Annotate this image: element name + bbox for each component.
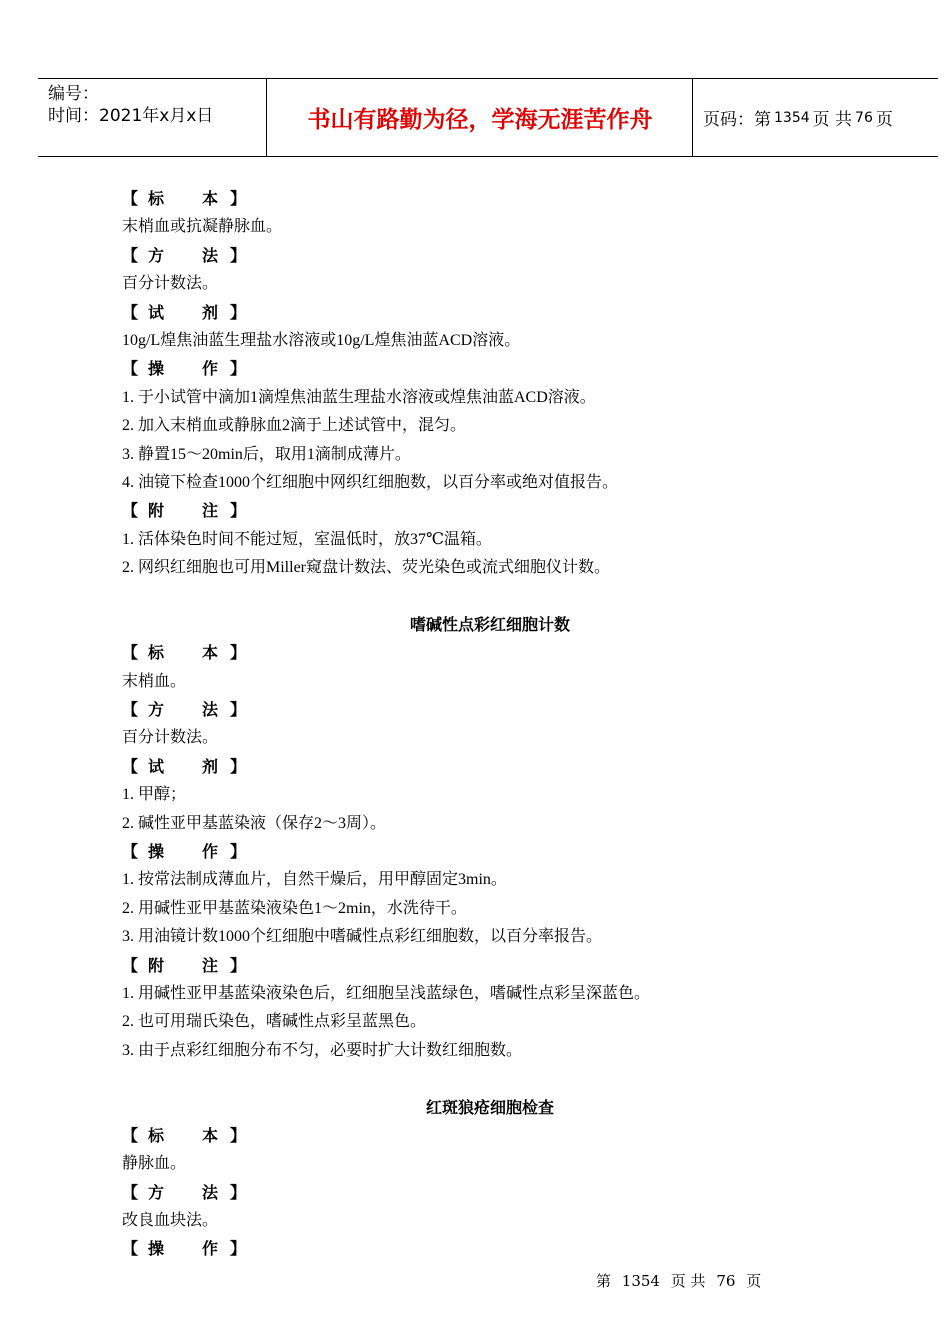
list-item: 1. 按常法制成薄血片，自然干燥后，用甲醇固定3min。 — [122, 871, 507, 889]
paragraph: 改良血块法。 — [122, 1212, 219, 1230]
list-item: 2. 碱性亚甲基蓝染液（保存2～3周）。 — [122, 814, 387, 832]
page-footer — [596, 1270, 761, 1291]
footer-suffix: 页 — [746, 1272, 762, 1290]
header-page-info — [703, 79, 893, 156]
section-heading-reagent: 【 试 剂 】 — [122, 302, 247, 322]
list-item: 2. 用碱性亚甲基蓝染液染色1～2min，水洗待干。 — [122, 899, 467, 917]
date-label: 时间：2021年x月x日 — [48, 106, 214, 126]
footer-page-total: 76 — [716, 1272, 736, 1290]
list-item: 1. 于小试管中滴加1滴煌焦油蓝生理盐水溶液或煌焦油蓝ACD溶液。 — [122, 388, 596, 406]
paragraph: 静脉血。 — [122, 1155, 187, 1173]
list-item: 1. 甲醇； — [122, 786, 187, 804]
list-item: 1. 活体染色时间不能过短，室温低时，放37℃温箱。 — [122, 530, 492, 548]
section-heading-method: 【 方 法 】 — [122, 245, 247, 265]
header-motto: 书山有路勤为径，学海无涯苦作舟 — [307, 107, 653, 133]
paragraph: 百分计数法。 — [122, 729, 219, 747]
page-prefix: 页码：第 — [703, 110, 771, 130]
paragraph: 末梢血。 — [122, 672, 187, 690]
section-heading-procedure: 【 操 作 】 — [122, 1239, 247, 1259]
serial-label: 编号： — [48, 84, 99, 104]
paragraph: 10g/L煌焦油蓝生理盐水溶液或10g/L煌焦油蓝ACD溶液。 — [122, 331, 521, 349]
section-heading-method: 【 方 法 】 — [122, 1182, 247, 1202]
section-heading-method: 【 方 法 】 — [122, 700, 247, 720]
list-item: 3. 由于点彩红细胞分布不匀，必要时扩大计数红细胞数。 — [122, 1041, 523, 1059]
list-item: 4. 油镜下检查1000个红细胞中网织红细胞数，以百分率或绝对值报告。 — [122, 473, 619, 491]
section-heading-procedure: 【 操 作 】 — [122, 841, 247, 861]
paragraph: 百分计数法。 — [122, 275, 219, 293]
footer-page-number: 1354 — [621, 1272, 660, 1290]
list-item: 2. 也可用瑞氏染色，嗜碱性点彩呈蓝黑色。 — [122, 1013, 427, 1031]
list-item: 3. 静置15～20min后，取用1滴制成薄片。 — [122, 445, 411, 463]
spacer — [122, 582, 842, 610]
paragraph: 末梢血或抗凝静脉血。 — [122, 218, 283, 236]
section-heading-procedure: 【 操 作 】 — [122, 359, 247, 379]
page-number: 1354 — [774, 109, 810, 126]
footer-prefix: 第 — [596, 1272, 612, 1290]
document-body — [122, 185, 842, 1264]
spacer — [122, 1065, 842, 1093]
section-heading-specimen: 【 标 本 】 — [122, 1125, 247, 1145]
list-item: 1. 用碱性亚甲基蓝染液染色后，红细胞呈浅蓝绿色，嗜碱性点彩呈深蓝色。 — [122, 984, 651, 1002]
footer-mid: 页 共 — [670, 1272, 706, 1290]
section-heading-notes: 【 附 注 】 — [122, 501, 247, 521]
section-title: 红斑狼疮细胞检查 — [425, 1097, 554, 1117]
section-heading-reagent: 【 试 剂 】 — [122, 756, 247, 776]
page-suffix: 页 — [875, 110, 893, 130]
list-item: 2. 网织红细胞也可用Miller窥盘计数法、荧光染色或流式细胞仪计数。 — [122, 559, 610, 577]
page-header — [38, 78, 938, 157]
list-item: 3. 用油镜计数1000个红细胞中嗜碱性点彩红细胞数，以百分率报告。 — [122, 928, 603, 946]
page-total: 76 — [855, 109, 873, 126]
section-title: 嗜碱性点彩红细胞计数 — [409, 614, 570, 634]
section-heading-specimen: 【 标 本 】 — [122, 643, 247, 663]
page-mid: 页 共 — [812, 110, 853, 130]
header-meta — [48, 83, 213, 127]
list-item: 2. 加入末梢血或静脉血2滴于上述试管中，混匀。 — [122, 417, 467, 435]
section-heading-notes: 【 附 注 】 — [122, 955, 247, 975]
section-heading-specimen: 【 标 本 】 — [122, 189, 247, 208]
